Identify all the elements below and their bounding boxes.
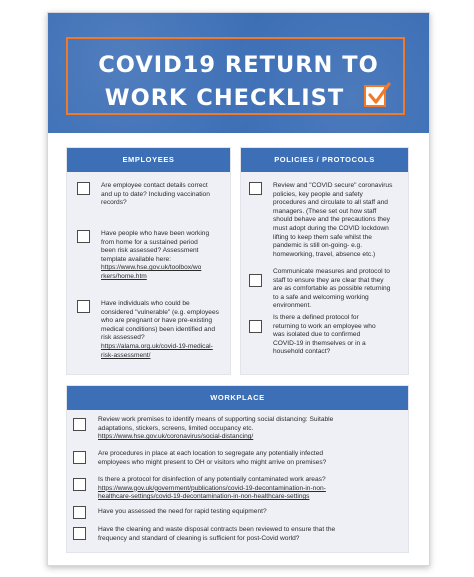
item-line: Have the cleaning and waste disposal contracts been reviewed to ensure that the <box>98 526 336 533</box>
item-line: Is there a protocol for disinfection of any potentially contaminated work areas? <box>98 476 326 483</box>
item-line: staff to ensure they are clear that they <box>273 276 384 284</box>
item-line: medical conditions) been identified and <box>101 325 215 333</box>
checkbox[interactable] <box>77 230 90 243</box>
checkbox[interactable] <box>73 506 86 519</box>
item-line: pandemic is still on-going- e.g. <box>273 242 363 250</box>
item-line: are as comfortable as possible returning <box>273 285 391 293</box>
alama-risk-link[interactable]: https://alama.org.uk/covid-19-medical- <box>101 342 213 350</box>
checklist-document <box>47 12 430 566</box>
item-line: managers. (These set out how staff <box>273 207 377 215</box>
item-text <box>98 508 403 517</box>
item-line: Review work premises to identify means of supporting social distancing: Suitable <box>98 416 334 423</box>
item-text <box>98 416 403 442</box>
item-line: who are pregnant or have pre-existing <box>101 317 213 325</box>
title-line-1: COVID19 RETURN TO <box>98 52 379 78</box>
item-line: was isolated due to confirmed <box>273 331 361 339</box>
employees-header: EMPLOYEES <box>67 148 230 172</box>
checkbox[interactable] <box>249 320 262 333</box>
item-text <box>273 314 413 357</box>
item-text <box>273 182 413 259</box>
item-line: should behave and the precautions they <box>273 216 390 224</box>
checkbox[interactable] <box>77 182 90 195</box>
alama-risk-link[interactable]: risk-assessment/ <box>101 351 151 359</box>
policies-header: POLICIES / PROTOCOLS <box>241 148 408 172</box>
checkbox[interactable] <box>73 527 86 540</box>
checkmark-icon <box>364 85 386 107</box>
item-line: lifting to keep them safe whilst the <box>273 233 372 241</box>
item-line: Have people who have been working <box>101 230 210 237</box>
item-line: Have individuals who could be <box>101 300 190 307</box>
item-line: policies, key people and safety <box>273 190 363 198</box>
title-line-2: WORK CHECKLIST <box>104 85 345 111</box>
item-line: been risk assessed? Assessment <box>101 247 199 255</box>
item-line: employees who might present to OH or visitors who might arrive on premises? <box>98 458 327 466</box>
item-line: Review and "COVID secure" coronavirus <box>273 182 393 189</box>
workplace-section <box>66 385 409 553</box>
item-line: adaptations, stickers, screens, limited occupancy etc. <box>98 424 254 432</box>
item-text <box>101 182 233 208</box>
hse-social-distancing-link[interactable]: https://www.hse.gov.uk/coronavirus/social-distancing/ <box>98 433 254 441</box>
item-line: COVID-19 in themselves or in a <box>273 339 366 347</box>
hse-homeworking-link[interactable]: https://www.hse.gov.uk/toolbox/wo <box>101 264 202 272</box>
item-line: household contact? <box>273 348 331 356</box>
item-line: and up to date? Including vaccination <box>101 190 210 198</box>
item-text <box>273 268 413 311</box>
item-line: environment. <box>273 302 312 310</box>
checkbox[interactable] <box>73 418 86 431</box>
item-line: Are procedures in place at each location to segregate any potentially infected <box>98 450 324 457</box>
item-line: Have you assessed the need for rapid testing equipment? <box>98 508 267 515</box>
gov-decontamination-link[interactable]: https://www.gov.uk/government/publications/covid-19-decontamination-in-non- <box>98 484 326 492</box>
checkbox[interactable] <box>73 478 86 491</box>
item-line: to a safe and welcoming working <box>273 293 369 301</box>
item-line: frequency and standard of cleaning is sufficient for post-Covid world? <box>98 534 300 542</box>
checkbox[interactable] <box>249 182 262 195</box>
checkbox[interactable] <box>249 274 262 287</box>
item-line: Are employee contact details correct <box>101 182 208 189</box>
item-line: must adopt during the COVID lockdown <box>273 224 389 232</box>
item-text <box>98 450 403 467</box>
policies-section <box>240 147 409 375</box>
workplace-header: WORKPLACE <box>67 386 408 410</box>
title-banner <box>48 13 429 133</box>
item-line: from home for a sustained period <box>101 238 198 246</box>
hse-homeworking-link[interactable]: rkers/home.htm <box>101 272 147 280</box>
checkbox[interactable] <box>73 451 86 464</box>
item-line: records? <box>101 199 127 207</box>
item-line: procedures and circulate to all staff and <box>273 199 388 207</box>
item-line: considered "vulnerable" (e.g. employees <box>101 308 219 316</box>
item-line: homeworking, travel, absence etc.) <box>273 250 376 258</box>
gov-decontamination-link[interactable]: healthcare-settings/covid-19-decontamination-in-non-healthcare-settings <box>98 493 310 501</box>
item-line: risk assessed? <box>101 334 145 342</box>
employees-section <box>66 147 231 375</box>
item-text <box>101 300 237 360</box>
item-line: returning to work an employee who <box>273 322 376 330</box>
item-text <box>98 526 403 543</box>
item-text <box>101 230 233 282</box>
item-line: Communicate measures and protocol to <box>273 268 390 275</box>
item-line: Is there a defined protocol for <box>273 314 359 321</box>
item-text <box>98 476 403 502</box>
item-line: template available here: <box>101 255 172 263</box>
checkbox[interactable] <box>77 300 90 313</box>
